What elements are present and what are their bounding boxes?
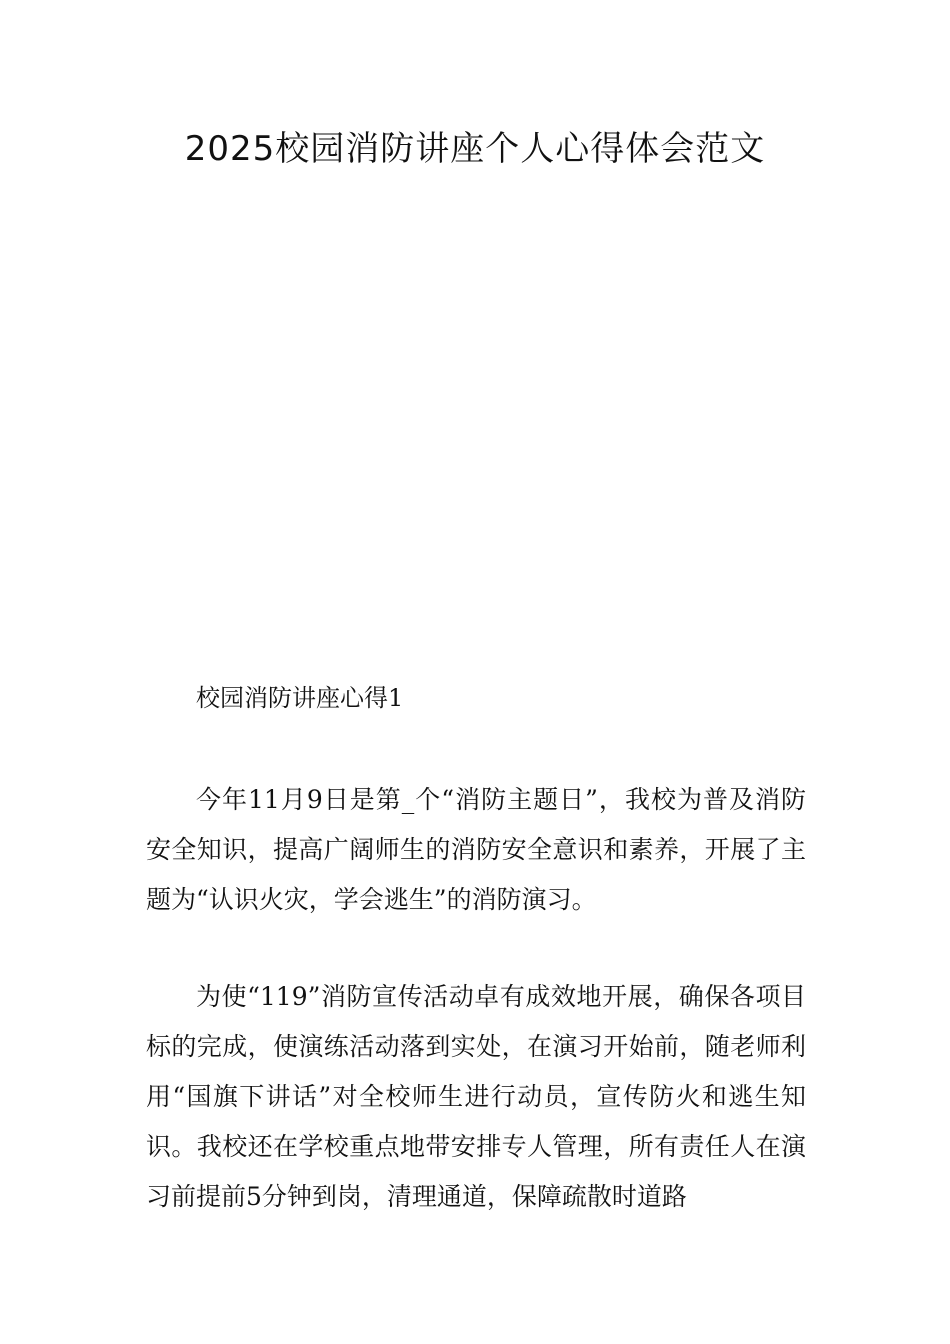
document-title: 2025校园消防讲座个人心得体会范文	[184, 129, 766, 169]
paragraph: 为使“119”消防宣传活动卓有成效地开展，确保各项目标的完成，使演练活动落到实处，在演习开始前，随老师利用“国旗下讲话”对全校师生进行动员，宣传防火和逃生知识。我校还在学校重点地带安排专人管理，所有责任人在演习前提前5分钟到岗，清理通道，保障疏散时道路	[146, 982, 806, 1211]
paragraph: 今年11月9日是第_个“消防主题日”，我校为普及消防安全知识，提高广阔师生的消防安全意识和素养，开展了主题为“认识火灾，学会逃生”的消防演习。	[146, 785, 806, 914]
section-heading: 校园消防讲座心得1	[196, 684, 404, 712]
